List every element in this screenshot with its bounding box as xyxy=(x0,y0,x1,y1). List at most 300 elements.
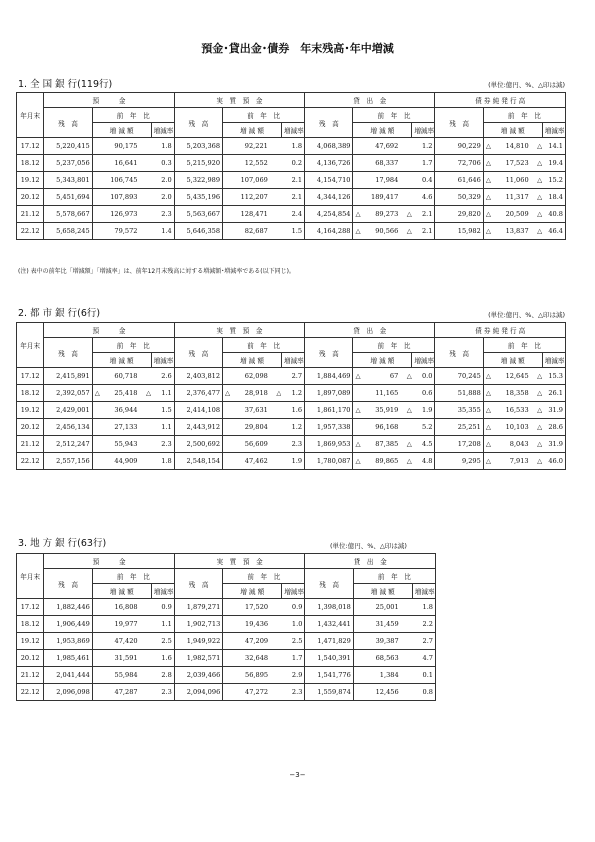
change-value: 47,272 xyxy=(234,684,270,701)
balance-value: 1,953,869 xyxy=(44,633,92,650)
rate-value: 28.6 xyxy=(542,419,565,436)
balance-value: 9,295 xyxy=(435,453,483,470)
change-value: 55,943 xyxy=(104,436,140,453)
change-value: 20,509 xyxy=(495,206,531,223)
balance-value: 2,415,891 xyxy=(44,368,92,385)
header-rate: 増減率 xyxy=(412,353,435,368)
rate-value: 1.4 xyxy=(151,223,174,240)
minus-mark xyxy=(353,385,365,402)
balance-value: 1,398,018 xyxy=(305,599,353,616)
change-value: 12,645 xyxy=(495,368,531,385)
rate-value: 26.1 xyxy=(542,385,565,402)
minus-mark: △ xyxy=(400,223,412,240)
balance-value: 15,982 xyxy=(435,223,483,240)
minus-mark xyxy=(223,599,235,616)
row-month: 17.12 xyxy=(17,368,44,385)
minus-mark: △ xyxy=(483,189,495,206)
header-change: 増 減 額 xyxy=(92,584,151,599)
balance-value: 5,215,920 xyxy=(174,155,222,172)
minus-mark xyxy=(353,419,365,436)
change-value: 8,043 xyxy=(495,436,531,453)
header-change: 増 減 額 xyxy=(353,584,412,599)
minus-mark xyxy=(223,684,235,701)
minus-mark: △ xyxy=(140,385,152,402)
balance-value: 1,780,087 xyxy=(305,453,353,470)
header-rate: 増減率 xyxy=(281,123,304,138)
header-month: 年月末 xyxy=(17,93,44,138)
minus-mark xyxy=(92,453,104,470)
table-row xyxy=(17,667,436,684)
header-yoy: 前 年 比 xyxy=(483,338,565,353)
minus-mark xyxy=(223,206,235,223)
change-value: 106,745 xyxy=(104,172,140,189)
minus-mark xyxy=(223,223,235,240)
balance-value: 2,039,466 xyxy=(174,667,222,684)
minus-mark xyxy=(223,667,235,684)
minus-mark xyxy=(92,419,104,436)
balance-value: 2,500,692 xyxy=(174,436,222,453)
balance-value: 2,548,154 xyxy=(174,453,222,470)
change-value: 10,103 xyxy=(495,419,531,436)
rate-value: 46.0 xyxy=(542,453,565,470)
minus-mark xyxy=(353,633,365,650)
rate-value: 4.5 xyxy=(412,436,435,453)
row-month: 20.12 xyxy=(17,419,44,436)
change-value: 35,919 xyxy=(365,402,401,419)
change-value: 67 xyxy=(365,368,401,385)
minus-mark xyxy=(270,155,282,172)
minus-mark: △ xyxy=(483,223,495,240)
rate-value: 1.9 xyxy=(281,453,304,470)
change-value: 16,808 xyxy=(104,599,140,616)
minus-mark xyxy=(270,206,282,223)
minus-mark xyxy=(92,616,104,633)
header-deposits: 預 金 xyxy=(44,323,174,338)
table-row xyxy=(17,436,566,453)
change-value: 28,918 xyxy=(234,385,270,402)
balance-value: 90,229 xyxy=(435,138,483,155)
change-value: 31,459 xyxy=(365,616,401,633)
balance-value: 1,879,271 xyxy=(174,599,222,616)
minus-mark xyxy=(140,599,152,616)
header-change: 増 減 額 xyxy=(92,353,151,368)
header-yoy: 前 年 比 xyxy=(92,338,174,353)
balance-value: 1,540,391 xyxy=(305,650,353,667)
change-value: 17,523 xyxy=(495,155,531,172)
change-value: 13,837 xyxy=(495,223,531,240)
row-month: 17.12 xyxy=(17,138,44,155)
change-value: 17,520 xyxy=(234,599,270,616)
minus-mark: △ xyxy=(531,155,543,172)
balance-value: 5,646,358 xyxy=(174,223,222,240)
rate-value: 40.8 xyxy=(542,206,565,223)
minus-mark xyxy=(140,667,152,684)
rate-value: 14.1 xyxy=(542,138,565,155)
table-row xyxy=(17,189,566,206)
balance-value: 1,985,461 xyxy=(44,650,92,667)
minus-mark xyxy=(92,223,104,240)
header-month: 年月末 xyxy=(17,554,44,599)
table-row xyxy=(17,599,436,616)
rate-value: 2.3 xyxy=(151,206,174,223)
header-balance: 残 高 xyxy=(44,569,92,599)
change-value: 39,387 xyxy=(365,633,401,650)
header-balance: 残 高 xyxy=(435,108,483,138)
change-value: 62,098 xyxy=(234,368,270,385)
minus-mark xyxy=(270,172,282,189)
rate-value: 2.1 xyxy=(412,206,435,223)
balance-value: 5,563,667 xyxy=(174,206,222,223)
minus-mark: △ xyxy=(270,385,282,402)
minus-mark xyxy=(353,650,365,667)
minus-mark: △ xyxy=(531,453,543,470)
change-value: 79,572 xyxy=(104,223,140,240)
table-row xyxy=(17,402,566,419)
header-yoy: 前 年 比 xyxy=(92,108,174,123)
rate-value: 2.3 xyxy=(151,436,174,453)
rate-value: 46.4 xyxy=(542,223,565,240)
minus-mark: △ xyxy=(92,385,104,402)
minus-mark xyxy=(400,172,412,189)
header-rate: 増減率 xyxy=(281,353,304,368)
row-month: 17.12 xyxy=(17,599,44,616)
table-row xyxy=(17,419,566,436)
rate-value: 1.1 xyxy=(151,419,174,436)
rate-value: 0.9 xyxy=(151,599,174,616)
minus-mark: △ xyxy=(531,436,543,453)
footnote: (注) 表中の前年比「増減額」「増減率」は、前年12月末残高に対する増減額･増減率である(以下同じ)。 xyxy=(18,268,295,275)
row-month: 19.12 xyxy=(17,402,44,419)
header-change: 増 減 額 xyxy=(353,123,412,138)
change-value: 56,895 xyxy=(234,667,270,684)
balance-value: 2,041,444 xyxy=(44,667,92,684)
minus-mark xyxy=(223,453,235,470)
header-deposits: 預 金 xyxy=(44,554,175,569)
minus-mark xyxy=(353,599,365,616)
rate-value: 2.9 xyxy=(282,667,305,684)
balance-value: 2,557,156 xyxy=(44,453,92,470)
minus-mark xyxy=(92,189,104,206)
header-real-deposits: 実 質 預 金 xyxy=(174,93,304,108)
minus-mark xyxy=(270,419,282,436)
minus-mark: △ xyxy=(483,419,495,436)
rate-value: 1.8 xyxy=(151,138,174,155)
rate-value: 0.2 xyxy=(281,155,304,172)
change-value: 56,609 xyxy=(234,436,270,453)
header-change: 増 減 額 xyxy=(353,353,412,368)
minus-mark xyxy=(223,172,235,189)
row-month: 22.12 xyxy=(17,223,44,240)
header-change: 増 減 額 xyxy=(92,123,151,138)
change-value: 89,865 xyxy=(365,453,401,470)
minus-mark xyxy=(140,684,152,701)
balance-value: 4,136,726 xyxy=(305,155,353,172)
row-month: 20.12 xyxy=(17,650,44,667)
minus-mark xyxy=(270,189,282,206)
header-real-deposits: 実 質 預 金 xyxy=(174,554,305,569)
balance-value: 1,559,874 xyxy=(305,684,353,701)
minus-mark xyxy=(353,138,365,155)
minus-mark xyxy=(140,419,152,436)
header-rate: 増減率 xyxy=(542,123,565,138)
minus-mark xyxy=(92,206,104,223)
minus-mark: △ xyxy=(531,206,543,223)
minus-mark xyxy=(353,684,365,701)
minus-mark: △ xyxy=(531,223,543,240)
change-value: 47,420 xyxy=(104,633,140,650)
unit-note: (単位:億円、%、△印は減) xyxy=(488,311,565,319)
minus-mark xyxy=(353,189,365,206)
minus-mark xyxy=(270,138,282,155)
change-value: 112,207 xyxy=(234,189,270,206)
header-loans: 貸 出 金 xyxy=(305,93,435,108)
header-change: 増 減 額 xyxy=(483,123,542,138)
rate-value: 18.4 xyxy=(542,189,565,206)
balance-value: 1,957,338 xyxy=(305,419,353,436)
table-row xyxy=(17,172,566,189)
rate-value: 0.0 xyxy=(412,368,435,385)
header-balance: 残 高 xyxy=(305,108,353,138)
minus-mark xyxy=(140,453,152,470)
change-value: 18,358 xyxy=(495,385,531,402)
minus-mark: △ xyxy=(400,402,412,419)
balance-value: 1,471,829 xyxy=(305,633,353,650)
rate-value: 1.6 xyxy=(281,402,304,419)
change-value: 11,317 xyxy=(495,189,531,206)
header-yoy: 前 年 比 xyxy=(353,569,435,584)
balance-value: 5,237,056 xyxy=(44,155,92,172)
balance-value: 2,096,098 xyxy=(44,684,92,701)
minus-mark: △ xyxy=(483,172,495,189)
change-value: 96,168 xyxy=(365,419,401,436)
row-month: 18.12 xyxy=(17,385,44,402)
row-month: 19.12 xyxy=(17,172,44,189)
rate-value: 2.3 xyxy=(151,684,174,701)
minus-mark xyxy=(401,599,413,616)
minus-mark xyxy=(223,650,235,667)
minus-mark xyxy=(92,368,104,385)
minus-mark: △ xyxy=(483,206,495,223)
minus-mark xyxy=(140,172,152,189)
minus-mark xyxy=(92,436,104,453)
rate-value: 2.5 xyxy=(151,633,174,650)
rate-value: 0.6 xyxy=(412,385,435,402)
minus-mark xyxy=(353,616,365,633)
minus-mark xyxy=(353,155,365,172)
rate-value: 2.1 xyxy=(281,189,304,206)
balance-value: 5,343,801 xyxy=(44,172,92,189)
row-month: 22.12 xyxy=(17,684,44,701)
balance-value: 5,658,245 xyxy=(44,223,92,240)
header-yoy: 前 年 比 xyxy=(223,569,305,584)
minus-mark: △ xyxy=(400,453,412,470)
header-balance: 残 高 xyxy=(174,569,222,599)
balance-value: 2,429,001 xyxy=(44,402,92,419)
minus-mark xyxy=(353,667,365,684)
header-bonds: 債 券 純 発 行 高 xyxy=(435,323,566,338)
rate-value: 1.9 xyxy=(412,402,435,419)
minus-mark: △ xyxy=(353,402,365,419)
header-balance: 残 高 xyxy=(174,108,222,138)
header-balance: 残 高 xyxy=(305,338,353,368)
rate-value: 1.0 xyxy=(282,616,305,633)
minus-mark xyxy=(140,436,152,453)
minus-mark xyxy=(400,385,412,402)
balance-value: 50,329 xyxy=(435,189,483,206)
minus-mark xyxy=(140,223,152,240)
minus-mark xyxy=(223,189,235,206)
header-yoy: 前 年 比 xyxy=(92,569,174,584)
balance-value: 1,897,089 xyxy=(305,385,353,402)
minus-mark: △ xyxy=(483,155,495,172)
balance-value: 4,154,710 xyxy=(305,172,353,189)
minus-mark xyxy=(400,155,412,172)
header-rate: 増減率 xyxy=(412,123,435,138)
rate-value: 0.4 xyxy=(412,172,435,189)
change-value: 90,566 xyxy=(365,223,401,240)
change-value: 47,462 xyxy=(234,453,270,470)
change-value: 19,436 xyxy=(234,616,270,633)
header-balance: 残 高 xyxy=(44,108,92,138)
rate-value: 1.1 xyxy=(151,385,174,402)
table-row xyxy=(17,368,566,385)
rate-value: 5.2 xyxy=(412,419,435,436)
minus-mark: △ xyxy=(531,402,543,419)
minus-mark: △ xyxy=(400,436,412,453)
minus-mark xyxy=(270,650,282,667)
table-row xyxy=(17,138,566,155)
rate-value: 1.8 xyxy=(281,138,304,155)
row-month: 22.12 xyxy=(17,453,44,470)
header-bonds: 債 券 純 発 行 高 xyxy=(435,93,566,108)
minus-mark xyxy=(140,402,152,419)
rate-value: 1.5 xyxy=(151,402,174,419)
table-row xyxy=(17,206,566,223)
page-number: −3− xyxy=(289,771,306,779)
minus-mark: △ xyxy=(353,436,365,453)
header-deposits: 預 金 xyxy=(44,93,174,108)
header-yoy: 前 年 比 xyxy=(223,338,305,353)
page-title: 預金･貸出金･債券 年末残高･年中増減 xyxy=(201,42,394,55)
minus-mark xyxy=(140,189,152,206)
data-table-regional-banks xyxy=(16,553,436,701)
section-title: 1. 全 国 銀 行(119行) xyxy=(18,79,113,90)
minus-mark xyxy=(223,419,235,436)
change-value: 16,641 xyxy=(104,155,140,172)
minus-mark xyxy=(140,368,152,385)
minus-mark xyxy=(401,616,413,633)
change-value: 60,718 xyxy=(104,368,140,385)
minus-mark: △ xyxy=(531,172,543,189)
change-value: 128,471 xyxy=(234,206,270,223)
header-balance: 残 高 xyxy=(435,338,483,368)
balance-value: 2,443,912 xyxy=(174,419,222,436)
minus-mark xyxy=(140,155,152,172)
change-value: 44,909 xyxy=(104,453,140,470)
minus-mark: △ xyxy=(531,189,543,206)
minus-mark: △ xyxy=(483,138,495,155)
balance-value: 2,094,096 xyxy=(174,684,222,701)
rate-value: 2.1 xyxy=(412,223,435,240)
minus-mark xyxy=(92,172,104,189)
minus-mark xyxy=(92,667,104,684)
balance-value: 1,902,713 xyxy=(174,616,222,633)
minus-mark: △ xyxy=(483,453,495,470)
row-month: 21.12 xyxy=(17,436,44,453)
table-row xyxy=(17,616,436,633)
minus-mark: △ xyxy=(483,436,495,453)
balance-value: 1,432,441 xyxy=(305,616,353,633)
minus-mark xyxy=(270,436,282,453)
minus-mark xyxy=(270,633,282,650)
change-value: 19,977 xyxy=(104,616,140,633)
minus-mark xyxy=(92,633,104,650)
rate-value: 2.4 xyxy=(281,206,304,223)
minus-mark xyxy=(223,155,235,172)
balance-value: 17,208 xyxy=(435,436,483,453)
change-value: 47,692 xyxy=(365,138,401,155)
row-month: 20.12 xyxy=(17,189,44,206)
rate-value: 2.2 xyxy=(412,616,435,633)
balance-value: 2,376,477 xyxy=(174,385,222,402)
table-row xyxy=(17,453,566,470)
minus-mark xyxy=(270,453,282,470)
balance-value: 2,414,108 xyxy=(174,402,222,419)
minus-mark: △ xyxy=(483,385,495,402)
rate-value: 31.9 xyxy=(542,402,565,419)
balance-value: 61,646 xyxy=(435,172,483,189)
row-month: 21.12 xyxy=(17,206,44,223)
change-value: 27,133 xyxy=(104,419,140,436)
header-rate: 増減率 xyxy=(282,584,305,599)
rate-value: 19.4 xyxy=(542,155,565,172)
header-change: 増 減 額 xyxy=(483,353,542,368)
rate-value: 0.3 xyxy=(151,155,174,172)
balance-value: 5,451,694 xyxy=(44,189,92,206)
change-value: 82,687 xyxy=(234,223,270,240)
minus-mark xyxy=(223,402,235,419)
minus-mark xyxy=(400,138,412,155)
row-month: 21.12 xyxy=(17,667,44,684)
balance-value: 1,541,776 xyxy=(305,667,353,684)
table-row xyxy=(17,385,566,402)
section-title: 2. 都 市 銀 行(6行) xyxy=(18,308,101,319)
balance-value: 2,456,134 xyxy=(44,419,92,436)
change-value: 47,287 xyxy=(104,684,140,701)
minus-mark xyxy=(92,684,104,701)
header-rate: 増減率 xyxy=(542,353,565,368)
balance-value: 72,706 xyxy=(435,155,483,172)
header-yoy: 前 年 比 xyxy=(353,338,435,353)
minus-mark: △ xyxy=(531,138,543,155)
header-balance: 残 高 xyxy=(44,338,92,368)
rate-value: 15.3 xyxy=(542,368,565,385)
table-row xyxy=(17,223,566,240)
minus-mark xyxy=(270,223,282,240)
header-yoy: 前 年 比 xyxy=(483,108,565,123)
minus-mark xyxy=(140,206,152,223)
header-rate: 増減率 xyxy=(151,353,174,368)
rate-value: 2.7 xyxy=(281,368,304,385)
change-value: 31,591 xyxy=(104,650,140,667)
rate-value: 2.6 xyxy=(151,368,174,385)
rate-value: 1.8 xyxy=(412,599,435,616)
rate-value: 1.2 xyxy=(281,385,304,402)
header-loans: 貸 出 金 xyxy=(305,554,436,569)
change-value: 14,810 xyxy=(495,138,531,155)
change-value: 36,944 xyxy=(104,402,140,419)
change-value: 32,648 xyxy=(234,650,270,667)
